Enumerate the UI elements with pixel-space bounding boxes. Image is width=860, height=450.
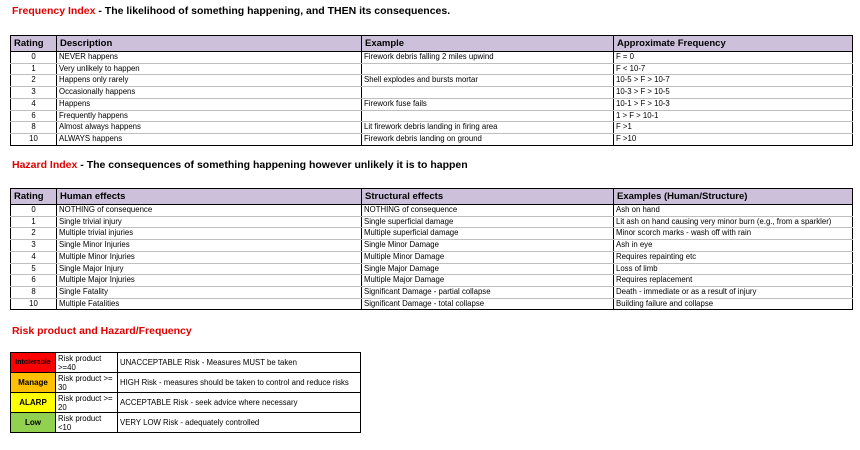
human-effects-cell: Multiple Major Injuries [57, 275, 362, 287]
column-header-human-effects: Human effects [57, 189, 362, 205]
frequency-cell: F >10 [614, 133, 853, 145]
human-effects-cell: Multiple trivial injuries [57, 228, 362, 240]
risk-row [11, 373, 361, 393]
frequency-index-heading [12, 5, 450, 17]
structural-effects-cell: Multiple Minor Damage [362, 251, 614, 263]
example-cell: Shell explodes and bursts mortar [362, 75, 614, 87]
column-header-description: Description [57, 36, 362, 52]
hazard-index-subtitle: - The consequences of something happening however unlikely it is to happen [77, 159, 468, 171]
structural-effects-cell: Significant Damage - total collapse [362, 298, 614, 310]
structural-effects-cell: NOTHING of consequence [362, 205, 614, 217]
rating-cell: 8 [11, 286, 57, 298]
risk-description: VERY LOW Risk - adequately controlled [118, 413, 361, 433]
column-header-rating: Rating [11, 36, 57, 52]
structural-effects-cell: Single superficial damage [362, 216, 614, 228]
table-row [11, 87, 853, 99]
human-effects-cell: Multiple Minor Injuries [57, 251, 362, 263]
table-header-row [11, 36, 853, 52]
table-row [11, 122, 853, 134]
table-row [11, 98, 853, 110]
example-cell: Firework fuse fails [362, 98, 614, 110]
description-cell: Happens only rarely [57, 75, 362, 87]
examples-cell: Lit ash on hand causing very minor burn (e.g., from a sparkler) [614, 216, 853, 228]
risk-description: ACCEPTABLE Risk - seek advice where necessary [118, 393, 361, 413]
column-header-examples: Examples (Human/Structure) [614, 189, 853, 205]
table-row [11, 216, 853, 228]
description-cell: Frequently happens [57, 110, 362, 122]
examples-cell: Ash in eye [614, 240, 853, 252]
table-header-row [11, 189, 853, 205]
table-row [11, 110, 853, 122]
table-row [11, 275, 853, 287]
frequency-cell: 10-5 > F > 10-7 [614, 75, 853, 87]
structural-effects-cell: Multiple superficial damage [362, 228, 614, 240]
rating-cell: 0 [11, 52, 57, 64]
rating-cell: 6 [11, 275, 57, 287]
frequency-cell: 10-1 > F > 10-3 [614, 98, 853, 110]
hazard-index-heading [12, 159, 468, 171]
frequency-cell: F >1 [614, 122, 853, 134]
risk-row [11, 393, 361, 413]
description-cell: ALWAYS happens [57, 133, 362, 145]
rating-cell: 6 [11, 110, 57, 122]
table-row [11, 228, 853, 240]
rating-cell: 1 [11, 63, 57, 75]
examples-cell: Death - immediate or as a result of injury [614, 286, 853, 298]
rating-cell: 3 [11, 240, 57, 252]
table-row [11, 52, 853, 64]
risk-row [11, 353, 361, 373]
description-cell: NEVER happens [57, 52, 362, 64]
frequency-cell: F = 0 [614, 52, 853, 64]
risk-product-heading [12, 325, 192, 337]
table-row [11, 63, 853, 75]
rating-cell: 1 [11, 216, 57, 228]
risk-product-threshold: Risk product >= 20 [56, 393, 118, 413]
hazard-index-table [10, 188, 853, 310]
human-effects-cell: Single Major Injury [57, 263, 362, 275]
description-cell: Very unlikely to happen [57, 63, 362, 75]
column-header-approximate-frequency: Approximate Frequency [614, 36, 853, 52]
rating-cell: 2 [11, 228, 57, 240]
description-cell: Occasionally happens [57, 87, 362, 99]
risk-level-badge: ALARP [11, 393, 56, 413]
examples-cell: Ash on hand [614, 205, 853, 217]
rating-cell: 3 [11, 87, 57, 99]
human-effects-cell: Single trivial injury [57, 216, 362, 228]
human-effects-cell: Single Fatality [57, 286, 362, 298]
frequency-index-table [10, 35, 853, 146]
risk-row [11, 413, 361, 433]
examples-cell: Minor scorch marks - wash off with rain [614, 228, 853, 240]
example-cell [362, 110, 614, 122]
table-row [11, 133, 853, 145]
risk-product-threshold: Risk product <10 [56, 413, 118, 433]
risk-level-badge: Manage [11, 373, 56, 393]
frequency-cell: F < 10-7 [614, 63, 853, 75]
risk-level-badge: Low [11, 413, 56, 433]
human-effects-cell: Single Minor Injuries [57, 240, 362, 252]
rating-cell: 5 [11, 263, 57, 275]
column-header-rating: Rating [11, 189, 57, 205]
table-row [11, 298, 853, 310]
rating-cell: 10 [11, 133, 57, 145]
examples-cell: Requires repainting etc [614, 251, 853, 263]
rating-cell: 0 [11, 205, 57, 217]
structural-effects-cell: Multiple Major Damage [362, 275, 614, 287]
structural-effects-cell: Significant Damage - partial collapse [362, 286, 614, 298]
risk-product-table [10, 352, 361, 433]
examples-cell: Requires replacement [614, 275, 853, 287]
example-cell [362, 63, 614, 75]
rating-cell: 4 [11, 251, 57, 263]
rating-cell: 4 [11, 98, 57, 110]
description-cell: Almost always happens [57, 122, 362, 134]
risk-product-threshold: Risk product >=40 [56, 353, 118, 373]
frequency-index-title: Frequency Index [12, 5, 96, 17]
table-row [11, 263, 853, 275]
risk-level-badge: Intolerable [11, 353, 56, 373]
column-header-structural-effects: Structural effects [362, 189, 614, 205]
example-cell: Lit firework debris landing in firing area [362, 122, 614, 134]
table-row [11, 75, 853, 87]
examples-cell: Loss of limb [614, 263, 853, 275]
rating-cell: 2 [11, 75, 57, 87]
rating-cell: 10 [11, 298, 57, 310]
risk-description: HIGH Risk - measures should be taken to control and reduce risks [118, 373, 361, 393]
frequency-cell: 1 > F > 10-1 [614, 110, 853, 122]
rating-cell: 8 [11, 122, 57, 134]
example-cell: Firework debris falling 2 miles upwind [362, 52, 614, 64]
example-cell: Firework debris landing on ground [362, 133, 614, 145]
hazard-index-title: Hazard Index [12, 159, 78, 171]
risk-description: UNACCEPTABLE Risk - Measures MUST be taken [118, 353, 361, 373]
structural-effects-cell: Single Major Damage [362, 263, 614, 275]
example-cell [362, 87, 614, 99]
table-row [11, 286, 853, 298]
frequency-index-subtitle: - The likelihood of something happening, and THEN its consequences. [95, 5, 451, 17]
table-row [11, 251, 853, 263]
table-row [11, 205, 853, 217]
structural-effects-cell: Single Minor Damage [362, 240, 614, 252]
table-row [11, 240, 853, 252]
risk-product-threshold: Risk product >= 30 [56, 373, 118, 393]
column-header-example: Example [362, 36, 614, 52]
human-effects-cell: Multiple Fatalities [57, 298, 362, 310]
description-cell: Happens [57, 98, 362, 110]
frequency-cell: 10-3 > F > 10-5 [614, 87, 853, 99]
examples-cell: Building failure and collapse [614, 298, 853, 310]
human-effects-cell: NOTHING of consequence [57, 205, 362, 217]
risk-product-title: Risk product and Hazard/Frequency [12, 325, 192, 337]
